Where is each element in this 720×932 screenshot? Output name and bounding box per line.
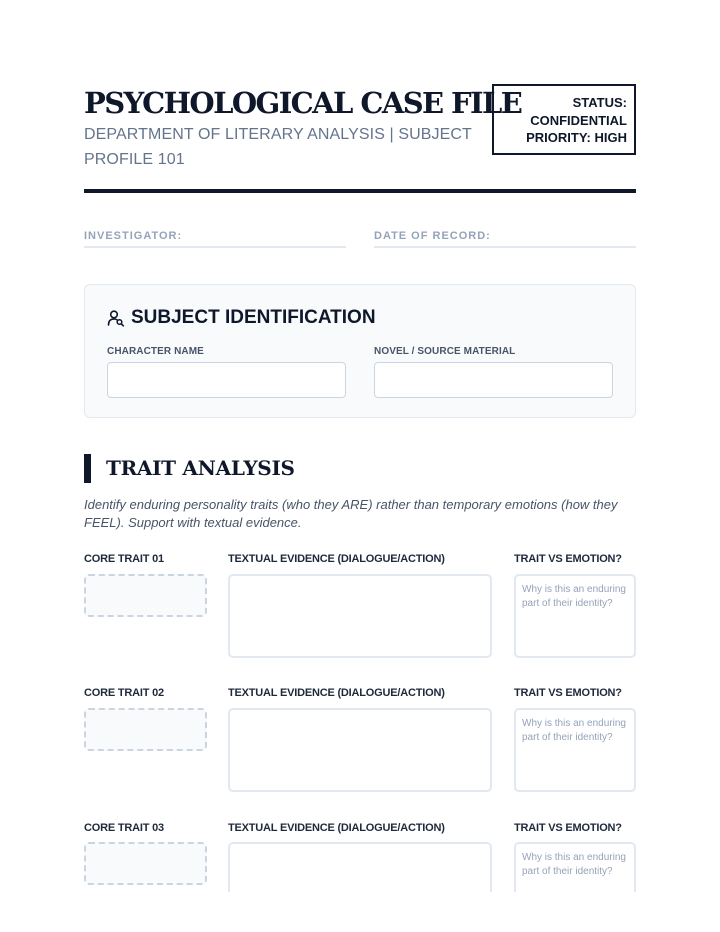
evidence-input[interactable] [228, 708, 492, 792]
status-box [492, 84, 636, 155]
investigator-field[interactable] [84, 230, 346, 248]
trait-vs-emotion-label: TRAIT VS EMOTION? [514, 822, 622, 834]
trait-vs-emotion-label: TRAIT VS EMOTION? [514, 687, 622, 699]
core-trait-input[interactable] [84, 574, 207, 617]
date-of-record-label: DATE OF RECORD: [374, 230, 491, 242]
investigator-label: INVESTIGATOR: [84, 230, 183, 242]
header [84, 84, 636, 196]
trait-vs-emotion-label: TRAIT VS EMOTION? [514, 553, 622, 565]
user-search-icon [107, 309, 125, 327]
section-accent-bar [84, 454, 91, 483]
evidence-label: TEXTUAL EVIDENCE (DIALOGUE/ACTION) [228, 687, 445, 699]
subject-identification-card [84, 284, 636, 418]
trait-vs-emotion-input[interactable]: Why is this an enduring part of their identity? [514, 574, 636, 658]
character-name-input[interactable] [107, 362, 346, 398]
novel-source-label: NOVEL / SOURCE MATERIAL [374, 346, 516, 357]
core-trait-label: CORE TRAIT 02 [84, 687, 164, 699]
core-trait-label: CORE TRAIT 01 [84, 553, 164, 565]
core-trait-label: CORE TRAIT 03 [84, 822, 164, 834]
status-value: CONFIDENTIAL [530, 112, 627, 128]
status-label: STATUS: [572, 95, 627, 110]
page-title: PSYCHOLOGICAL CASE FILE [84, 86, 522, 120]
evidence-input[interactable] [228, 574, 492, 658]
evidence-input[interactable] [228, 842, 492, 892]
trait-vs-emotion-input[interactable]: Why is this an enduring part of their identity? [514, 842, 636, 892]
priority-value: PRIORITY: HIGH [526, 130, 627, 145]
novel-source-input[interactable] [374, 362, 613, 398]
section-title-trait-analysis: TRAIT ANALYSIS [106, 456, 295, 480]
card-title: SUBJECT IDENTIFICATION [131, 307, 376, 328]
date-of-record-field[interactable] [374, 230, 636, 248]
trait-vs-emotion-input[interactable]: Why is this an enduring part of their identity? [514, 708, 636, 792]
core-trait-input[interactable] [84, 842, 207, 885]
card-header [107, 307, 376, 329]
evidence-label: TEXTUAL EVIDENCE (DIALOGUE/ACTION) [228, 822, 445, 834]
trait-instructions: Identify enduring personality traits (who they ARE) rather than temporary emotions (how they FEEL). Support with textual evidence. [84, 497, 618, 530]
character-name-label: CHARACTER NAME [107, 346, 204, 357]
page-subtitle: DEPARTMENT OF LITERARY ANALYSIS | SUBJECT PROFILE 101 [84, 126, 472, 168]
core-trait-input[interactable] [84, 708, 207, 751]
evidence-label: TEXTUAL EVIDENCE (DIALOGUE/ACTION) [228, 553, 445, 565]
header-divider [84, 189, 636, 193]
